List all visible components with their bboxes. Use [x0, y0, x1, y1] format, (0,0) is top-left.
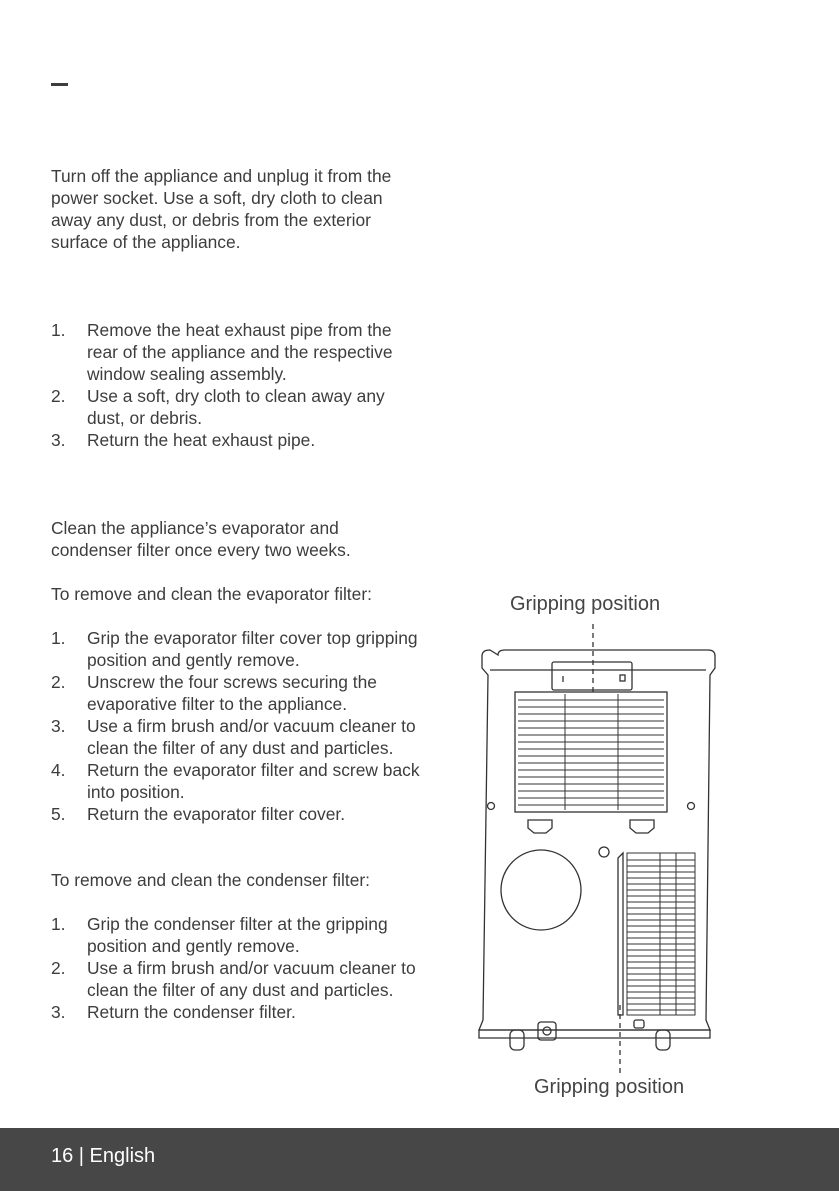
condenser-heading: To remove and clean the condenser filter: — [51, 870, 371, 890]
condenser-steps-list — [51, 913, 421, 1023]
drain-outlet — [538, 1022, 556, 1040]
list-item: 1. Grip the evaporator filter cover top gripping position and gently remove. — [51, 628, 418, 670]
wheel-left — [510, 1030, 524, 1050]
list-item: 1. Remove the heat exhaust pipe from the rear of the appliance and the respective window sealing assembly. — [51, 320, 393, 384]
list-item: 5. Return the evaporator filter cover. — [51, 804, 346, 824]
drain-cap — [599, 847, 609, 857]
page-footer — [0, 1128, 839, 1191]
evaporator-heading: To remove and clean the evaporator filter: — [51, 584, 372, 604]
filter-intro-paragraph: Clean the appliance’s evaporator and condenser filter once every two weeks. — [51, 518, 351, 560]
filter-clip-right — [630, 820, 654, 833]
section-dash — [51, 83, 68, 86]
list-item: 2. Unscrew the four screws securing the evaporative filter to the appliance. — [51, 672, 377, 714]
evaporator-steps-list — [51, 627, 421, 825]
list-item: 4. Return the evaporator filter and screw back into position. — [51, 760, 420, 802]
page-number: 16 | English — [51, 1145, 156, 1167]
list-item: 3. Return the condenser filter. — [51, 1002, 296, 1022]
exhaust-port — [501, 850, 581, 930]
pipe-steps-list — [51, 319, 421, 451]
list-item: 3. Use a firm brush and/or vacuum cleaner to clean the filter of any dust and particles. — [51, 716, 416, 758]
condenser-filter-frame — [618, 853, 623, 1015]
list-item: 2. Use a firm brush and/or vacuum cleaner to clean the filter of any dust and particles. — [51, 958, 416, 1000]
air-conditioner-illustration — [470, 620, 730, 1090]
wheel-right — [656, 1030, 670, 1050]
list-item: 1. Grip the condenser filter at the gripping position and gently remove. — [51, 914, 388, 956]
bottom-gripping-label: Gripping position — [534, 1076, 685, 1098]
top-gripping-label: Gripping position — [510, 593, 661, 615]
base-plate — [479, 1030, 710, 1038]
screw-left — [488, 803, 495, 810]
condenser-filter-grille — [627, 853, 695, 1015]
list-item: 3. Return the heat exhaust pipe. — [51, 430, 316, 450]
evaporator-filter — [515, 692, 667, 812]
filter-clip-left — [528, 820, 552, 833]
screw-right — [688, 803, 695, 810]
list-item: 2. Use a soft, dry cloth to clean away any dust, or debris. — [51, 386, 385, 428]
intro-paragraph: Turn off the appliance and unplug it from the power socket. Use a soft, dry cloth to clean away any dust, or debris from the exterior surface of the appliance. — [51, 166, 392, 252]
